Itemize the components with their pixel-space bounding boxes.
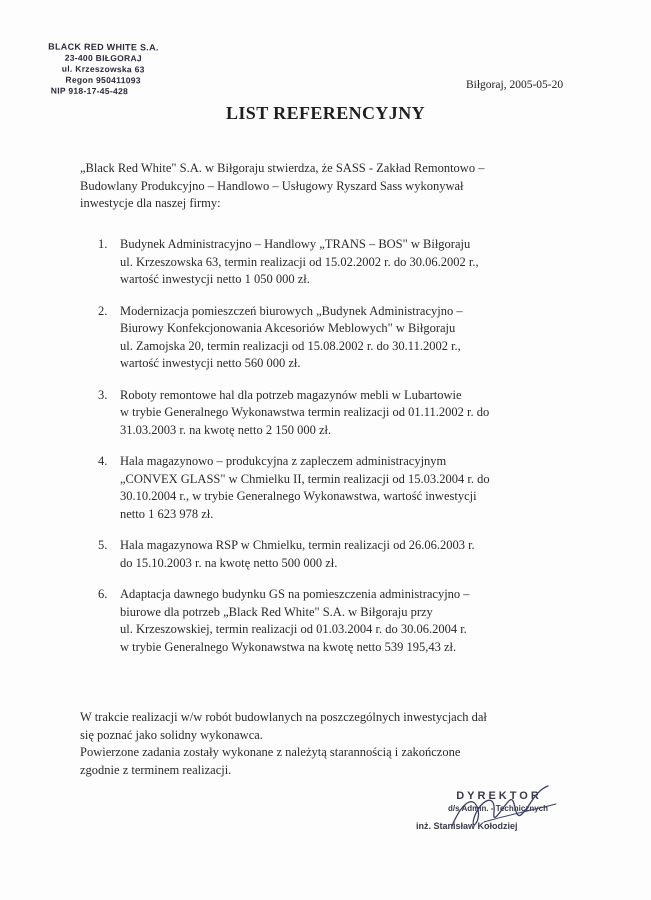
stamp-postal-city: 23-400 BIŁGORAJ <box>64 52 143 64</box>
item-number: 2. <box>98 303 108 318</box>
item-line: do 15.10.2003 r. na kwotę netto 500 000 zł. <box>120 555 338 570</box>
company-stamp <box>48 42 159 98</box>
item-line: 30.10.2004 r., w trybie Generalnego Wykonawstwa, wartość inwestycji <box>120 489 477 503</box>
item-line: Biurowy Konfekcjonowania Akcesoriów Meblowych" w Biłgoraju <box>120 321 456 335</box>
document-title: LIST REFERENCYJNY <box>225 103 425 123</box>
intro-line: inwestycje dla naszej firmy: <box>80 196 221 210</box>
intro-paragraph <box>80 160 600 213</box>
item-line: ul. Zamojska 20, termin realizacji od 15.08.2002 r. do 30.11.2002 r., <box>120 338 461 353</box>
handwritten-signature <box>444 782 564 842</box>
item-line: Roboty remontowe hal dla potrzeb magazynów mebli w Lubartowie <box>120 387 462 402</box>
item-line: Adaptacja dawnego budynku GS na pomieszczenia administracyjno – <box>120 587 470 601</box>
signatory-department: d/s Admin. - Technicznych <box>447 804 548 813</box>
list-item <box>98 537 598 572</box>
intro-line: Budowlany Produkcyjno – Handlowo – Usługowy Ryszard Sass wykonywał <box>80 178 464 193</box>
item-line: biurowe dla potrzeb „Black Red White" S.A. w Biłgoraju przy <box>120 604 433 619</box>
item-number: 4. <box>98 454 108 468</box>
item-line: ul. Krzeszowska 63, termin realizacji od 15.02.2002 r. do 30.06.2002 r., <box>120 254 479 269</box>
list-item <box>98 453 598 523</box>
document-date: Biłgoraj, 2005-05-20 <box>466 79 564 91</box>
list-item <box>98 387 598 440</box>
item-line: wartość inwestycji netto 560 000 zł. <box>120 356 301 370</box>
item-line: Budynek Administracyjno – Handlowy „TRANS – BOS" w Biłgoraju <box>120 237 471 251</box>
signature-block <box>404 790 564 860</box>
stamp-street: ul. Krzeszowska 63 <box>61 63 145 75</box>
list-item <box>98 236 598 289</box>
item-number: 5. <box>98 538 108 552</box>
closing-paragraph <box>80 709 600 779</box>
closing-line: zgodnie z terminem realizacji. <box>80 762 232 777</box>
list-item <box>98 586 598 656</box>
item-line: „CONVEX GLASS" w Chmielku II, termin realizacji od 15.03.2004 r. do <box>120 471 490 486</box>
item-number: 1. <box>98 237 108 251</box>
item-line: w trybie Generalnego Wykonawstwa na kwotę netto 539 195,43 zł. <box>120 639 457 654</box>
item-line: wartość inwestycji netto 1 050 000 zł. <box>120 272 310 286</box>
item-line: ul. Krzeszowskiej, termin realizacji od 01.03.2004 r. do 30.06.2004 r. <box>120 622 467 636</box>
signatory-title: DYREKTOR <box>456 790 542 802</box>
item-line: 31.03.2003 r. na kwotę netto 2 150 000 zł. <box>120 422 332 437</box>
item-line: netto 1 623 978 zł. <box>120 506 214 521</box>
investment-list <box>98 236 598 670</box>
item-line: Hala magazynowa RSP w Chmielku, termin realizacji od 26.06.2003 r. <box>120 538 475 552</box>
item-number: 3. <box>98 387 108 402</box>
signatory-name: inż. Stanisław Kołodziej <box>416 821 518 831</box>
closing-line: się poznać jako solidny wykonawca. <box>80 727 263 742</box>
item-line: Hala magazynowo – produkcyjna z zapleczem administracyjnym <box>120 454 447 468</box>
intro-line: „Black Red White" S.A. w Biłgoraju stwierdza, że SASS - Zakład Remontowo – <box>80 161 485 175</box>
closing-line: Powierzone zadania zostały wykonane z należytą starannością i zakończone <box>80 745 461 759</box>
closing-line: W trakcie realizacji w/w robót budowlanych na poszczególnych inwestycjach dał <box>80 710 487 724</box>
stamp-nip: NIP 918-17-45-428 <box>50 85 129 97</box>
item-line: w trybie Generalnego Wykonawstwa termin realizacji od 01.11.2002 r. do <box>120 405 490 419</box>
item-line: Modernizacja pomieszczeń biurowych „Budynek Administracyjno – <box>120 303 463 318</box>
stamp-company-name: BLACK RED WHITE S.A. <box>48 41 159 53</box>
list-item <box>98 303 598 373</box>
stamp-regon: Regon 950411093 <box>65 74 141 86</box>
item-number: 6. <box>98 587 108 601</box>
